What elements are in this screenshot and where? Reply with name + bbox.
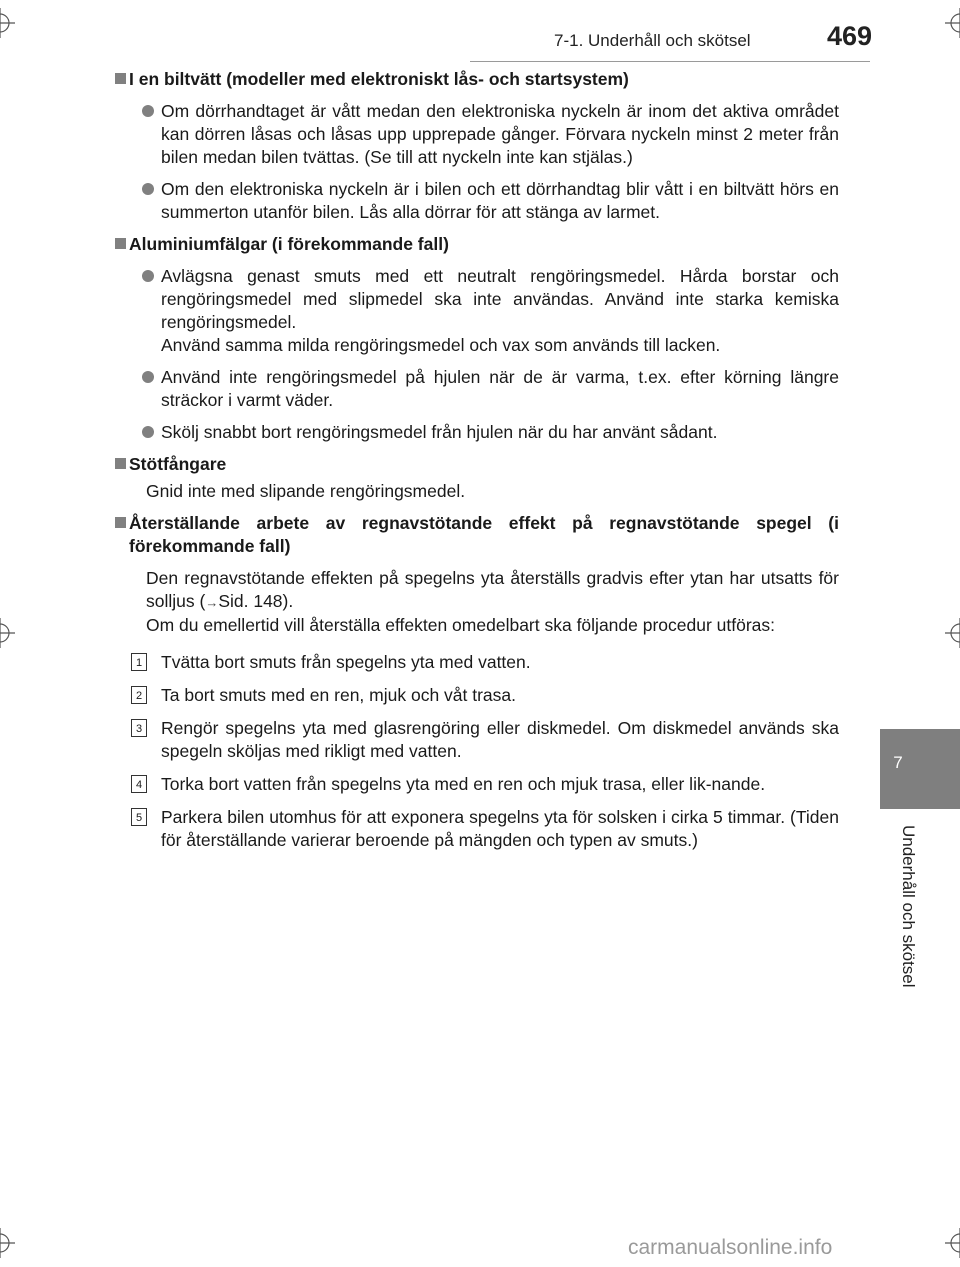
step-number-badge: 4	[131, 775, 147, 793]
step-text: Rengör spegelns yta med glasrengöring eller diskmedel. Om diskmedel används ska spegeln sköljas med rikligt med vatten.	[161, 718, 839, 761]
square-bullet-icon	[115, 238, 126, 249]
section-heading-bumper	[112, 453, 839, 476]
arrow-right-icon: →	[205, 595, 219, 610]
step-item-3	[112, 717, 839, 763]
paragraph	[112, 480, 839, 503]
section-heading-car-wash	[112, 68, 839, 91]
chapter-side-label: Underhåll och skötsel	[899, 825, 918, 988]
paragraph-text: Gnid inte med slipande rengöringsmedel.	[146, 481, 466, 501]
section-heading-text: Aluminiumfälgar (i förekommande fall)	[129, 234, 449, 254]
step-text: Tvätta bort smuts från spegelns yta med vatten.	[161, 652, 531, 672]
list-item	[112, 366, 839, 412]
chapter-title: 7-1. Underhåll och skötsel	[554, 31, 751, 50]
step-item-5	[112, 806, 839, 852]
watermark: carmanualsonline.info	[628, 1236, 833, 1259]
section-heading-aluminium-wheels	[112, 233, 839, 256]
page-header	[470, 18, 873, 58]
bullet-text: Om den elektroniska nyckeln är i bilen och ett dörrhandtag blir vått i en biltvätt hörs en summerton utanför bilen. Lås alla dörrar för att stänga av larmet.	[161, 179, 839, 222]
round-bullet-icon	[142, 183, 154, 195]
section-heading-text: Återställande arbete av regnavstötande effekt på regnavstötande spegel (i förekommande fall)	[129, 513, 839, 556]
step-text: Parkera bilen utomhus för att exponera spegelns yta för solsken i cirka 5 timmar. (Tiden för återställande varierar beroende på mängden och typen av smuts.)	[161, 807, 839, 850]
bullet-text: Skölj snabbt bort rengöringsmedel från hjulen när du har använt sådant.	[161, 422, 718, 442]
step-text: Ta bort smuts med en ren, mjuk och våt trasa.	[161, 685, 517, 705]
paragraph-text	[146, 567, 839, 614]
bullet-text: Avlägsna genast smuts med ett neutralt rengöringsmedel. Hårda borstar och rengöringsmedel med slipmedel ska inte användas. Använd inte starka kemiska rengöringsmedel.	[161, 266, 839, 332]
step-text: Torka bort vatten från spegelns yta med en ren och mjuk trasa, eller lik-nande.	[161, 774, 766, 794]
header-rule	[470, 61, 870, 62]
registration-mark-mid-right	[945, 618, 960, 648]
page-number: 469	[827, 21, 873, 51]
list-item	[112, 178, 839, 224]
list-item	[112, 421, 839, 444]
paragraph-text-pre: Den regnavstötande effekten på spegelns yta återställs gradvis efter ytan har utsatts för solljus (	[146, 568, 839, 611]
step-number-badge: 1	[131, 653, 147, 671]
registration-mark-mid-left	[0, 618, 15, 648]
chapter-tab-number: 7	[893, 753, 903, 772]
step-number-badge: 3	[131, 719, 147, 737]
page-reference-link[interactable]: Sid. 148).	[218, 591, 294, 611]
registration-mark-top-left	[0, 8, 15, 38]
list-item	[112, 265, 839, 357]
registration-mark-bottom-right	[945, 1228, 960, 1258]
bullet-text: Om dörrhandtaget är vått medan den elektroniska nyckeln är inom det aktiva området kan dörren låsas och låsas upp upprepade gånger. Förvara nyckeln minst 2 meter från bilen medan bilen tvättas. (Se till att nyckeln inte kan stjälas.)	[161, 101, 839, 167]
step-item-1	[112, 651, 839, 674]
page-content	[112, 68, 839, 852]
section-heading-text: I en biltvätt (modeller med elektroniskt lås- och startsystem)	[129, 69, 629, 89]
list-item	[112, 100, 839, 169]
round-bullet-icon	[142, 371, 154, 383]
step-number-badge: 2	[131, 686, 147, 704]
round-bullet-icon	[142, 105, 154, 117]
step-number-badge: 5	[131, 808, 147, 826]
step-item-2	[112, 684, 839, 707]
step-item-4	[112, 773, 839, 796]
square-bullet-icon	[115, 73, 126, 84]
square-bullet-icon	[115, 517, 126, 528]
section-heading-rain-repellent-mirror	[112, 512, 839, 558]
square-bullet-icon	[115, 458, 126, 469]
section-heading-text: Stötfångare	[129, 454, 227, 474]
registration-mark-bottom-left	[0, 1228, 15, 1258]
paragraph	[112, 567, 839, 637]
registration-mark-top-right	[945, 8, 960, 38]
round-bullet-icon	[142, 270, 154, 282]
chapter-tab	[880, 729, 960, 809]
paragraph-text: Om du emellertid vill återställa effekten omedelbart ska följande procedur utföras:	[146, 615, 776, 635]
round-bullet-icon	[142, 426, 154, 438]
bullet-text: Använd inte rengöringsmedel på hjulen när de är varma, t.ex. efter körning längre sträckor i varmt väder.	[161, 367, 839, 410]
bullet-text: Använd samma milda rengöringsmedel och vax som används till lacken.	[161, 335, 721, 355]
